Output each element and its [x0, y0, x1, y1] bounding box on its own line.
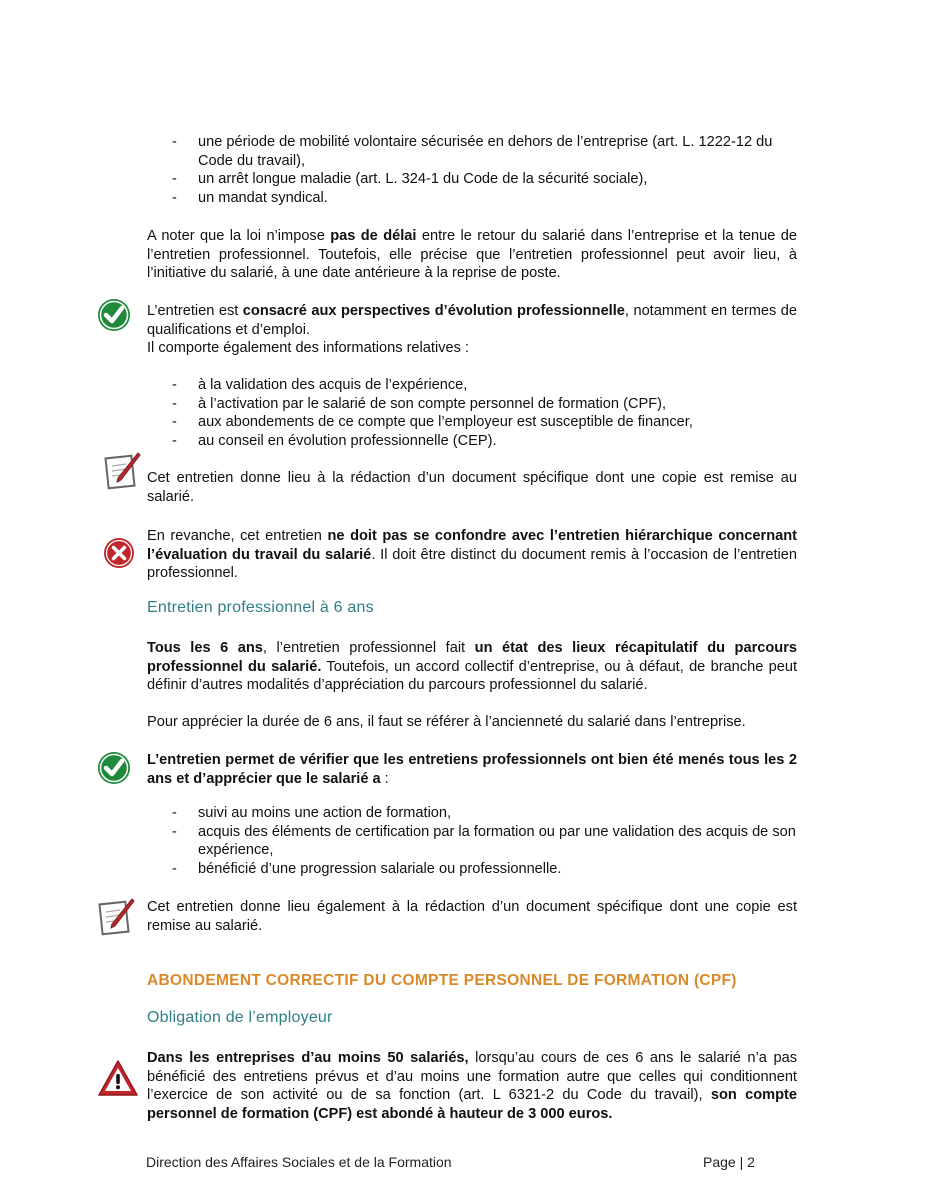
- section-heading-cpf: ABONDEMENT CORRECTIF DU COMPTE PERSONNEL DE FORMATION (CPF): [147, 972, 737, 989]
- footer-direction: Direction des Affaires Sociales et de la Formation: [146, 1154, 452, 1170]
- cross-icon: [103, 537, 135, 569]
- list-item: - aux abondements de ce compte que l’employeur est susceptible de financer,: [172, 414, 693, 430]
- list-item: - un arrêt longue maladie (art. L. 324-1 du Code de la sécurité sociale),: [172, 171, 648, 187]
- warning-icon: [97, 1059, 139, 1097]
- section-heading-obligation: Obligation de l’employeur: [147, 1009, 333, 1026]
- list-informations: [172, 376, 797, 450]
- paragraph-delai: A noter que la loi n’impose pas de délai entre le retour du salarié dans l’entreprise et la tenue de l’entretien professionnel. Toutefois, elle précise que l’entretien professionnel peut avoir lieu, à l’initiative du salarié, à une date antérieure à la reprise de poste.: [147, 228, 797, 281]
- paragraph-perspectives: L’entretien est consacré aux perspectives d’évolution professionnelle, notamment en termes de qualifications et d’emploi. Il comporte également des informations relatives :: [147, 303, 797, 356]
- page-number: Page | 2: [703, 1154, 755, 1170]
- check-icon: [97, 298, 131, 332]
- paragraph-obligation: Dans les entreprises d’au moins 50 salariés, lorsqu’au cours de ces 6 ans le salarié n’a pas bénéficié des entretiens prévus et d’au moins une formation autre que celles qui conditionnent l’exercice de son activité ou de sa fonction (art. L 6321-2 du Code du travail), son compte personnel de formation (CPF) est abondé à hauteur de 3 000 euros.: [147, 1050, 797, 1122]
- list-item: - suivi au moins une action de formation,: [172, 805, 452, 821]
- paragraph-anciennete: Pour apprécier la durée de 6 ans, il faut se référer à l’ancienneté du salarié dans l’entreprise.: [147, 714, 746, 730]
- check-icon: [97, 751, 131, 785]
- paragraph-revanche: En revanche, cet entretien ne doit pas se confondre avec l’entretien hiérarchique concernant l’évaluation du travail du salarié. Il doit être distinct du document remis à l’occasion de l’entretien professionnel.: [147, 528, 797, 581]
- list-item: - une période de mobilité volontaire sécurisée en dehors de l’entreprise (art. L. 1222-12 du Code du travail),: [172, 134, 773, 169]
- list-interruptions: [172, 133, 797, 207]
- paragraph-document: Cet entretien donne lieu à la rédaction d’un document spécifique dont une copie est remise au salarié.: [147, 470, 797, 505]
- list-item: - bénéficié d’une progression salariale ou professionnelle.: [172, 860, 562, 877]
- list-item: - à l’activation par le salarié de son compte personnel de formation (CPF),: [172, 395, 667, 412]
- list-criteres: [172, 804, 797, 878]
- section-heading-six-ans: Entretien professionnel à 6 ans: [147, 599, 374, 616]
- paragraph-verification: L’entretien permet de vérifier que les entretiens professionnels ont bien été menés tous les 2 ans et d’apprécier que le salarié a :: [147, 752, 797, 787]
- paragraph-document-2: Cet entretien donne lieu également à la rédaction d’un document spécifique dont une copie est remise au salarié.: [147, 899, 797, 934]
- note-pencil-icon: [98, 896, 136, 936]
- list-item: - à la validation des acquis de l’expérience,: [172, 377, 468, 393]
- list-item: - acquis des éléments de certification par la formation ou par une validation des acquis de son expérience,: [172, 823, 796, 858]
- list-item: - un mandat syndical.: [172, 189, 328, 206]
- paragraph-six-ans: Tous les 6 ans, l’entretien professionnel fait un état des lieux récapitulatif du parcours professionnel du salarié. Toutefois, un accord collectif d’entreprise, ou à défaut, de branche peut définir d’autres modalités d’appréciation du parcours professionnel du salarié.: [147, 640, 798, 693]
- note-pencil-icon: [104, 450, 142, 490]
- list-item: - au conseil en évolution professionnelle (CEP).: [172, 432, 497, 449]
